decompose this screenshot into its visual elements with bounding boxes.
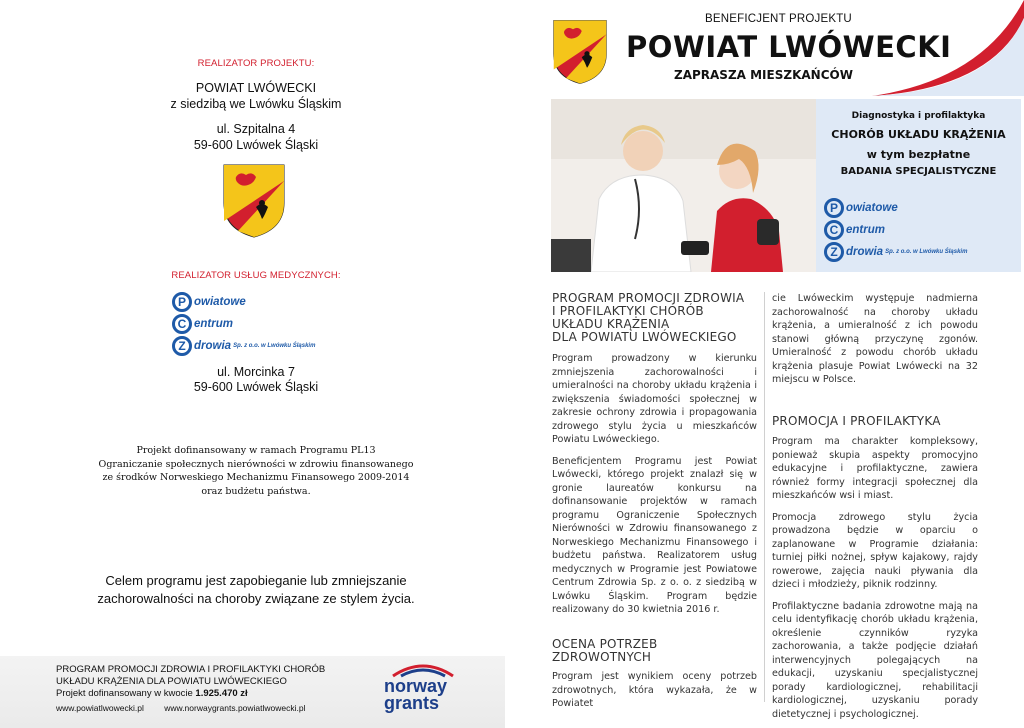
footer-text (56, 664, 325, 700)
norway-grants-text (384, 678, 447, 712)
footer-links (56, 703, 324, 713)
program-heading-line-1: PROGRAM PROMOCJI ZDROWIA (552, 291, 745, 305)
program-heading-line-3: UKŁADU KRĄŻENIA (552, 317, 670, 331)
medical-street: ul. Morcinka 7 (217, 365, 295, 379)
funding-line-3: ze środków Norweskiego Mechanizmu Finansowego 2009-2014 (102, 472, 410, 483)
box-line-4: BADANIA SPECJALISTYCZNE (840, 166, 997, 177)
pcz-right-letter-c: C (824, 220, 844, 240)
zaprasza-subtitle: ZAPRASZA MIESZKAŃCÓW (674, 68, 853, 82)
box-line-2: CHORÓB UKŁADU KRĄŻENIA (831, 128, 1006, 141)
col1-paragraph-3: Program jest wynikiem oceny potrzeb zdrowotnych, która wykazała, że w Powiatet (552, 671, 757, 709)
pcz-right-word-2: entrum (846, 224, 885, 236)
footer-amount-prefix: Projekt dofinansowany w kwocie (56, 688, 193, 699)
link-norwaygrants[interactable]: www.norwaygrants.powiatlwowecki.pl (164, 703, 306, 713)
beneficiary-label: BENEFICJENT PROJEKTU (705, 13, 852, 25)
goal-line-2: zachorowalności na choroby związane ze stylem życia. (97, 591, 415, 606)
pcz-letter-p: P (172, 292, 192, 312)
medical-label: REALIZATOR USŁUG MEDYCZNYCH: (171, 270, 341, 281)
pcz-word-2: entrum (194, 318, 233, 330)
norway-word: norway (384, 676, 448, 696)
funding-line-2: Ograniczanie społecznych nierówności w zdrowiu finansowanego (98, 458, 414, 470)
program-heading (552, 292, 757, 344)
box-line-1: Diagnostyka i profilaktyka (851, 111, 986, 121)
header-crest-icon (552, 12, 608, 92)
funding-text (0, 444, 512, 498)
pcz-right-letter-p: P (824, 198, 844, 218)
footer-line-1: PROGRAM PROMOCJI ZDROWIA I PROFILAKTYKI CHORÓB (56, 664, 326, 675)
col2-paragraph-1: Program ma charakter kompleksowy, ponieważ skupia aspekty promocyjno edukacyjne i profilaktyczne, zawiera również formy integracji społecznej dla mieszkańców wsi i miast. (772, 436, 978, 501)
medical-city: 59-600 Lwówek Śląski (193, 380, 319, 394)
realizator-street: ul. Szpitalna 4 (216, 122, 296, 136)
col2-paragraph-2: Promocja zdrowego stylu życia prowadzona będzie w oparciu o zaplanowane w Programie działania: turniej piłki nożnej, spływ kajakowy, rajdy rowerowe, zajęcia nauki pływania dla dzieci i młodzieży, piknik rodzinny. (772, 511, 978, 590)
realizator-city: 59-600 Lwówek Śląski (193, 138, 319, 152)
footer-amount: 1.925.470 zł (195, 688, 248, 699)
pcz-logo (172, 291, 315, 357)
col2-paragraph-0: cie Lwóweckim występuje nadmierna zachorowalność na choroby układu krążenia, a umieralność z ich powodu stanowi główną przyczynę zgonów. Umieralność z powodu chorób układu krążenia plasuje Powiat Lwówecki na 32 miejscu w Polsce. (772, 293, 978, 385)
program-heading-line-2: I PROFILAKTYKI CHORÓB (552, 304, 704, 318)
doctor-patient-photo (551, 99, 816, 272)
pcz-letter-z: Z (172, 336, 192, 356)
column-1-end-text (552, 670, 757, 719)
promocja-heading: PROMOCJA I PROFILAKTYKA (772, 414, 941, 428)
pcz-subtitle: Sp. z o.o. w Lwówku Śląskim (233, 343, 316, 349)
ocena-heading (552, 638, 757, 664)
goal-line-1: Celem programu jest zapobieganie lub zmniejszanie (105, 573, 407, 588)
realizator-seat: z siedzibą we Lwówku Śląskim (170, 97, 342, 111)
column-2-top-text (772, 292, 978, 395)
pcz-word-3: drowia (194, 340, 232, 352)
pcz-logo-right (824, 197, 967, 263)
program-heading-line-4: DLA POWIATU LWÓWECKIEGO (552, 330, 737, 344)
pcz-word-1: owiatowe (194, 296, 246, 308)
column-2-text (772, 435, 978, 728)
ocena-heading-line-2: ZDROWOTNYCH (552, 650, 652, 664)
powiat-crest-icon (222, 163, 286, 239)
col1-paragraph-1: Program prowadzony w kierunku zmniejszenia zachorowalności i umieralności na choroby układu krążenia i zwiększenia świadomości społecznej w zakresie ochrony zdrowia i propagowania zdrowego stylu życia u mieszkańców Powiatu Lwóweckiego. (552, 353, 757, 445)
realizator-label: REALIZATOR PROJEKTU: (197, 58, 315, 69)
footer-line-2: UKŁADU KRĄŻENIA DLA POWIATU LWÓWECKIEGO (56, 676, 287, 687)
funding-line-4: oraz budżetu państwa. (201, 485, 311, 497)
column-1-text (552, 352, 757, 625)
footer-line-3 (56, 688, 325, 700)
pcz-right-word-1: owiatowe (846, 202, 898, 214)
pcz-letter-c: C (172, 314, 192, 334)
powiat-title: POWIAT LWÓWECKI (626, 30, 952, 64)
funding-line-1: Projekt dofinansowany w ramach Programu PL13 (136, 445, 376, 456)
grants-word: grants (384, 693, 440, 713)
pcz-right-word-3: drowia (846, 246, 884, 258)
col1-paragraph-2: Beneficjentem Programu jest Powiat Lwówecki, którego projekt znalazł się w gronie laureatów konkursu na dofinansowanie projektów w ramach programu Ograniczenie Społecznych Nierówności w Zdrowiu finansowanego z Norweskiego Mechanizmu Finansowego i budżetu państwa. Realizatorem usług medycznych w Programie jest Powiatowe Centrum Zdrowia Sp. z o. o. z siedzibą w Lwówku Śląskim. Program będzie realizowany do 30 kwietnia 2016 r. (552, 455, 757, 615)
pcz-right-subtitle: Sp. z o.o. w Lwówku Śląskim (885, 249, 968, 255)
box-line-3: w tym bezpłatne (866, 148, 971, 161)
realizator-name: POWIAT LWÓWECKI (195, 81, 317, 95)
goal-text (0, 572, 512, 608)
col2-paragraph-3: Profilaktyczne badania zdrowotne mają na celu identyfikację chorób układu krążenia, określenie czynników ryzyka zachorowania, a także podjęcie działań interwencyjnych polegających na edukacji, uzyskaniu specjalistycznej porady kardiologicznej, rehabilitacji kardiologicznej, uzyskaniu porady dietetycznej i psychologicznej. (772, 600, 978, 720)
link-powiat[interactable]: www.powiatlwowecki.pl (56, 703, 144, 713)
ocena-heading-line-1: OCENA POTRZEB (552, 637, 658, 651)
pcz-right-letter-z: Z (824, 242, 844, 262)
column-divider (764, 292, 765, 702)
